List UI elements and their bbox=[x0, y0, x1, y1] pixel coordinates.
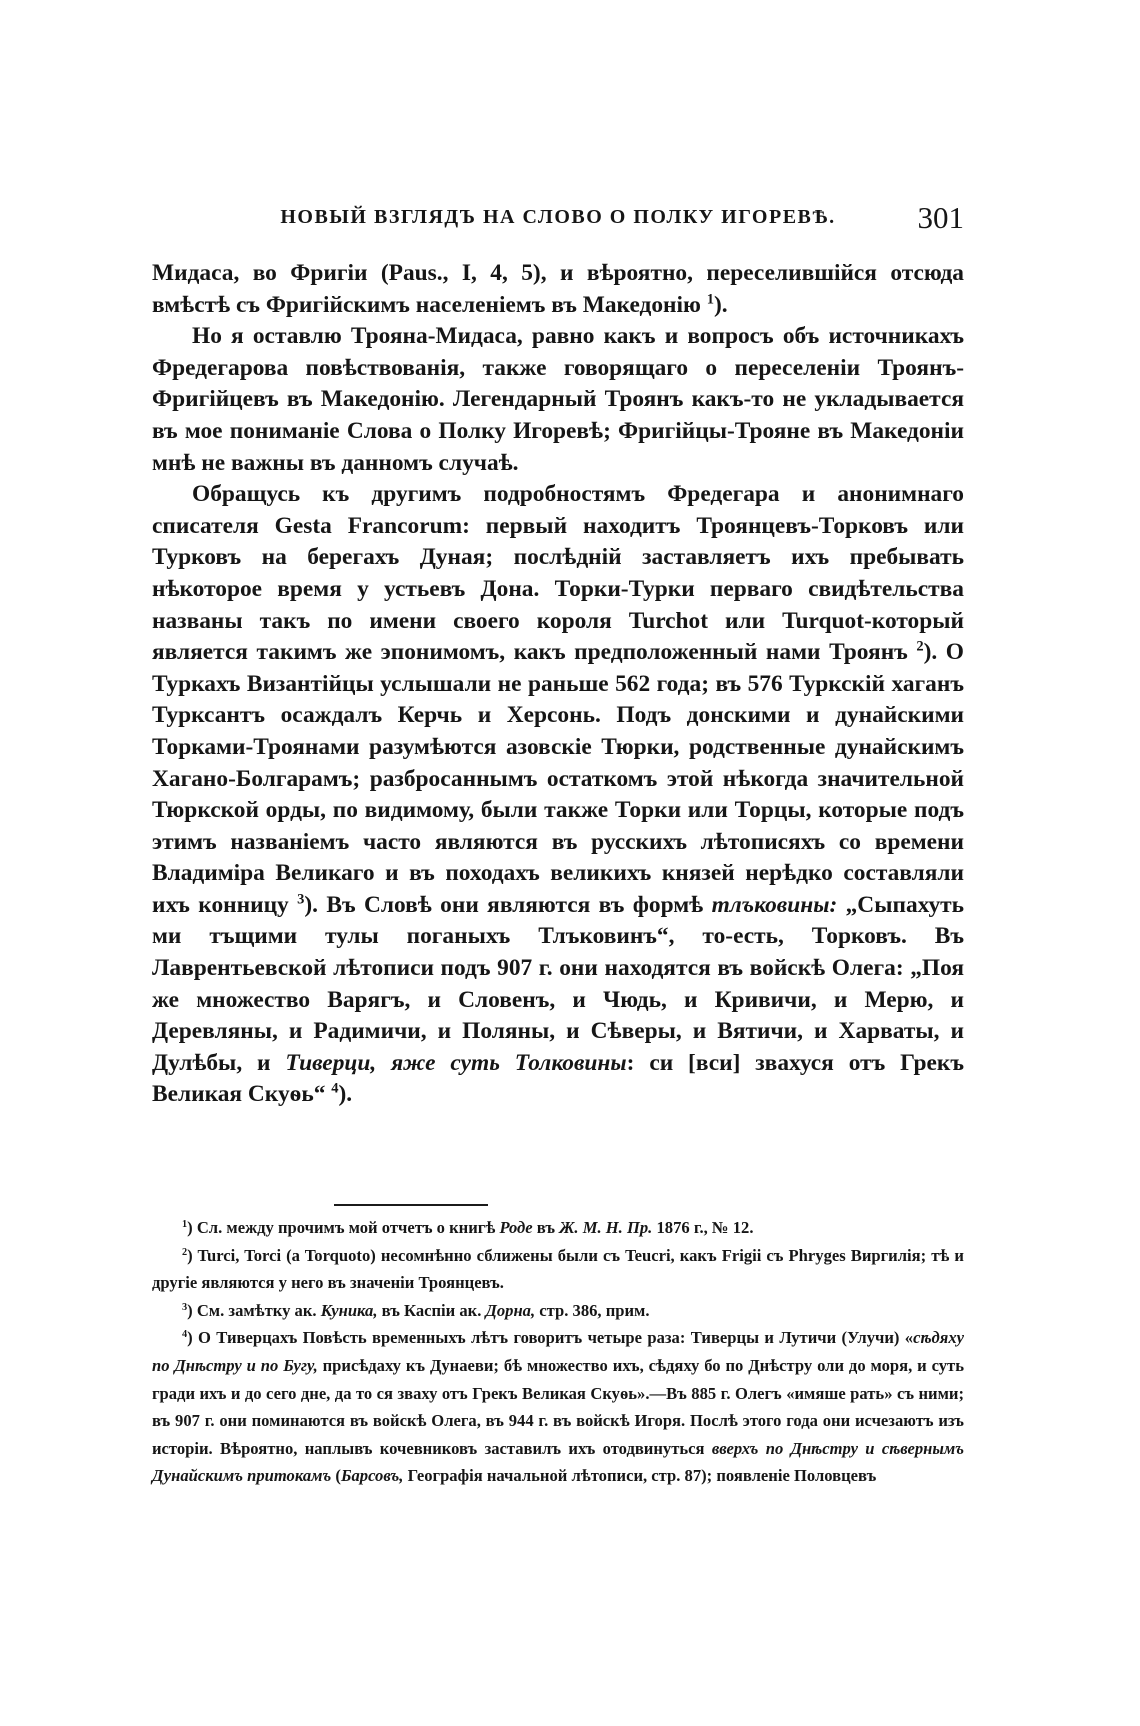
paragraph-1 bbox=[152, 258, 964, 321]
footnote-1-text-c: 1876 г., № 12. bbox=[652, 1218, 754, 1237]
footnotes bbox=[152, 1214, 964, 1490]
paragraph-2: Но я оставлю Трояна-Мидаса, равно какъ и вопросъ объ источникахъ Фредегарова повѣствованія, также говорящаго о переселеніи Троянъ-Фригійцевъ въ Македонію. Легендарный Троянъ какъ-то не укладывается въ мое пониманіе Слова о Полку Игоревѣ; Фригійцы-Трояне въ Македоніи мнѣ не важны въ данномъ случаѣ. bbox=[152, 323, 964, 476]
paragraph-1-end: ). bbox=[714, 291, 728, 318]
footnote-ref-3: 3 bbox=[297, 891, 305, 908]
footnote-3-italic-b: Дорна, bbox=[485, 1300, 536, 1320]
footnote-3-number: 3 bbox=[182, 1301, 188, 1313]
footnote-1-text-a: ) Сл. между прочимъ мой отчетъ о книгѣ bbox=[187, 1218, 500, 1237]
footnote-1-italic-b: Ж. М. Н. Пр. bbox=[559, 1218, 653, 1237]
main-text bbox=[152, 258, 964, 1111]
page-header bbox=[152, 202, 964, 242]
footnote-4 bbox=[152, 1324, 964, 1490]
paragraph-3-text-c: ). Въ Словѣ они являются въ формѣ bbox=[304, 891, 712, 918]
paragraph-3-end: ). bbox=[338, 1081, 353, 1108]
footnote-ref-1: 1 bbox=[706, 290, 715, 307]
footnote-1-text-b: въ bbox=[532, 1218, 560, 1237]
paragraph-3-text-b: ). О Туркахъ Византійцы услышали не раньше 562 года; въ 576 Туркскій хаганъ Турксантъ осаждалъ Керчь и Херсонь. Подъ донскими и дунайскими Торками-Троянами разумѣются азовскіе Тюрки, родственные дунайскимъ Хагано-Болгарамъ; разбросаннымъ остаткомъ этой нѣкогда значительной Тюркской орды, по видимому, были также Торки или Торцы, которые подъ этимъ названіемъ часто являются въ русскихъ лѣтописяхъ со времени Владиміра Великаго и въ походахъ великихъ князей нерѣдко составляли ихъ конницу bbox=[152, 639, 964, 918]
paragraph-3-text-a: Обращусь къ другимъ подробностямъ Фредегара и анонимнаго списателя Gesta Francorum: первый находитъ Троянцевъ-Торковъ или Турковъ на берегахъ Дуная; послѣдній заставляетъ ихъ пребывать нѣкоторое время у устьевъ Дона. Торки-Турки перваго свидѣтельства названы такъ по имени своего короля Turchot или Turquot-который является такимъ же эпонимомъ, какъ предположенный нами Троянъ bbox=[152, 481, 964, 666]
footnote-ref-4: 4 bbox=[331, 1080, 339, 1097]
footnote-3-text-b: въ Каспіи ак. bbox=[377, 1300, 486, 1320]
footnote-4-text-d: Географія начальной лѣтописи, стр. 87); появленіе Половцевъ bbox=[403, 1466, 877, 1486]
paragraph-3-text-d: „Сыпахуть ми тъщими тулы поганыхъ Тлъковинъ“, то-есть, Торковъ. Въ Лаврентьевской лѣтописи подъ 907 г. они находятся въ войскѣ Олега: „Поя же множество Варягъ, и Словенъ, и Чюдь, и Кривичи, и Мерю, и Деревляны, и Радимичи, и Поляны, и Сѣверы, и Вятичи, и Харваты, и Дулѣбы, и bbox=[152, 891, 964, 1076]
footnote-4-text-b: присѣдаху къ Дунаеви; бѣ множество ихъ, сѣдяху бо по Днѣстру оли до моря, и суть гради ихъ и до сего дне, да то ся зваху отъ Грекъ Великая Скуѳь».—Въ 885 г. Олегъ «имяше рать» съ ними; въ 907 г. они поминаются въ войскѣ Олега, въ 944 г. въ войскѣ Игоря. Послѣ этого года они исчезаютъ изъ исторіи. Вѣроятно, наплывъ кочевниковъ заставилъ ихъ отодвинуться bbox=[152, 1355, 964, 1458]
footnote-4-italic-a: сѣдяху по Днѣстру и по Бугу, bbox=[152, 1328, 964, 1375]
page-number: 301 bbox=[917, 200, 964, 235]
footnote-4-italic-c: Барсовъ, bbox=[340, 1466, 404, 1486]
footnote-4-number: 4 bbox=[182, 1329, 188, 1341]
paragraph-3-italic-a: тлъковины: bbox=[711, 891, 838, 918]
footnote-1-number: 1 bbox=[182, 1218, 188, 1230]
footnote-ref-2: 2 bbox=[916, 638, 924, 655]
paragraph-3-italic-b: Тиверци, яже суть Толковины bbox=[285, 1049, 627, 1076]
footnote-4-italic-b: вверхъ по Днѣстру и сѣвернымъ Дунайскимъ притокамъ bbox=[152, 1438, 964, 1486]
paragraph-3-text-e: : си [вси] звахуся отъ Грекъ Великая Скуѳь“ bbox=[152, 1049, 964, 1108]
footnote-3-text-c: стр. 386, прим. bbox=[535, 1300, 650, 1320]
footnote-separator bbox=[334, 1204, 488, 1206]
footnote-1 bbox=[152, 1214, 964, 1242]
footnote-2-text: ) Turci, Torci (a Torquoto) несомнѣнно сближены были съ Teucri, какъ Frigii съ Phryges Виргилія; тѣ и другіе являются у него въ значеніи Троянцевъ. bbox=[152, 1245, 964, 1293]
footnote-4-text-a: ) О Тиверцахъ Повѣсть временныхъ лѣтъ говоритъ четыре раза: Тиверцы и Лутичи (Улучи) « bbox=[187, 1328, 914, 1348]
paragraph-1-text: Мидаса, во Фригіи (Paus., I, 4, 5), и вѣроятно, переселившійся отсюда вмѣстѣ съ Фригійскимъ населеніемъ въ Македонію bbox=[152, 260, 964, 318]
paragraph-3 bbox=[152, 479, 964, 1111]
running-title: НОВЫЙ ВЗГЛЯДЪ НА СЛОВО О ПОЛКУ ИГОРЕВѢ. bbox=[280, 206, 836, 228]
footnote-3-text-a: ) См. замѣтку ак. bbox=[187, 1300, 321, 1320]
footnote-2-number: 2 bbox=[182, 1246, 188, 1258]
footnote-1-italic-a: Роде bbox=[499, 1218, 533, 1237]
footnote-3 bbox=[152, 1297, 964, 1325]
footnote-4-text-c: ( bbox=[331, 1466, 341, 1486]
footnote-2 bbox=[152, 1242, 964, 1297]
footnote-3-italic-a: Куника, bbox=[320, 1300, 378, 1320]
